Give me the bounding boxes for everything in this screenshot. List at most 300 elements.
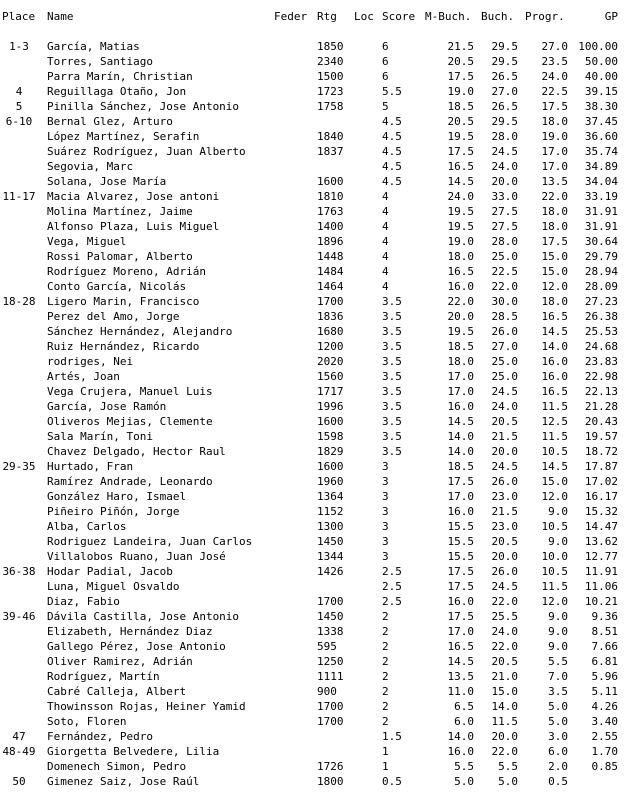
cell-score: 4.5 <box>382 160 402 173</box>
cell-score: 4 <box>382 220 389 233</box>
cell-name: López Martínez, Serafin <box>47 130 200 143</box>
cell-progr: 27.0 <box>541 40 568 53</box>
cell-buch: 20.5 <box>491 535 518 548</box>
table-row <box>0 534 628 549</box>
cell-score: 2 <box>382 640 389 653</box>
cell-mbuch: 20.5 <box>447 55 474 68</box>
cell-progr: 15.0 <box>541 475 568 488</box>
cell-score: 2 <box>382 715 389 728</box>
cell-buch: 21.5 <box>491 430 518 443</box>
header-progr: Progr. <box>525 10 565 23</box>
cell-buch: 24.5 <box>491 580 518 593</box>
cell-name: Artés, Joan <box>47 370 120 383</box>
cell-name: Reguillaga Otaño, Jon <box>47 85 187 98</box>
cell-score: 3 <box>382 460 389 473</box>
cell-mbuch: 18.0 <box>447 355 474 368</box>
cell-name: Bernal Glez, Arturo <box>47 115 173 128</box>
cell-rtg: 1484 <box>317 265 344 278</box>
cell-rtg: 1726 <box>317 760 344 773</box>
cell-progr: 2.0 <box>548 760 568 773</box>
table-row <box>0 324 628 339</box>
cell-buch: 25.0 <box>491 370 518 383</box>
cell-name: Ramírez Andrade, Leonardo <box>47 475 213 488</box>
cell-buch: 29.5 <box>491 55 518 68</box>
cell-name: Rodríguez, Martín <box>47 670 160 683</box>
cell-buch: 27.5 <box>491 205 518 218</box>
cell-score: 3 <box>382 490 389 503</box>
cell-rtg: 595 <box>317 640 337 653</box>
cell-gp: 22.13 <box>584 385 618 398</box>
cell-gp: 21.28 <box>584 400 618 413</box>
cell-buch: 20.0 <box>491 445 518 458</box>
cell-score: 4 <box>382 190 389 203</box>
table-row <box>0 759 628 774</box>
cell-score: 2.5 <box>382 565 402 578</box>
table-row <box>0 204 628 219</box>
cell-score: 1.5 <box>382 730 402 743</box>
cell-score: 4.5 <box>382 175 402 188</box>
cell-progr: 10.5 <box>541 565 568 578</box>
table-row <box>0 564 628 579</box>
table-row <box>0 369 628 384</box>
header-rtg: Rtg <box>317 10 337 23</box>
cell-mbuch: 19.5 <box>447 205 474 218</box>
cell-gp: 40.00 <box>584 70 618 83</box>
cell-progr: 14.5 <box>541 460 568 473</box>
cell-gp: 3.40 <box>591 715 618 728</box>
cell-progr: 3.5 <box>548 685 568 698</box>
cell-score: 4 <box>382 265 389 278</box>
cell-progr: 15.0 <box>541 250 568 263</box>
cell-gp: 34.04 <box>584 175 618 188</box>
cell-buch: 26.0 <box>491 565 518 578</box>
cell-progr: 5.5 <box>548 655 568 668</box>
cell-mbuch: 18.5 <box>447 100 474 113</box>
cell-buch: 25.0 <box>491 250 518 263</box>
cell-buch: 24.5 <box>491 460 518 473</box>
cell-rtg: 1560 <box>317 370 344 383</box>
cell-rtg: 1600 <box>317 415 344 428</box>
cell-buch: 27.0 <box>491 85 518 98</box>
cell-progr: 17.5 <box>541 235 568 248</box>
cell-score: 4 <box>382 250 389 263</box>
cell-score: 3.5 <box>382 355 402 368</box>
cell-score: 3.5 <box>382 400 402 413</box>
cell-rtg: 900 <box>317 685 337 698</box>
cell-progr: 11.5 <box>541 430 568 443</box>
cell-progr: 18.0 <box>541 205 568 218</box>
cell-rtg: 1800 <box>317 775 344 788</box>
cell-place: 29-35 <box>2 460 36 473</box>
cell-mbuch: 19.0 <box>447 85 474 98</box>
table-row <box>0 159 628 174</box>
cell-progr: 18.0 <box>541 220 568 233</box>
cell-buch: 26.0 <box>491 325 518 338</box>
cell-rtg: 1680 <box>317 325 344 338</box>
cell-buch: 23.0 <box>491 490 518 503</box>
cell-gp: 0.85 <box>591 760 618 773</box>
cell-name: Ruiz Hernández, Ricardo <box>47 340 200 353</box>
table-row <box>0 609 628 624</box>
cell-gp: 35.74 <box>584 145 618 158</box>
cell-name: Elizabeth, Hernández Diaz <box>47 625 213 638</box>
cell-buch: 24.0 <box>491 160 518 173</box>
table-row <box>0 189 628 204</box>
cell-mbuch: 16.5 <box>447 265 474 278</box>
cell-progr: 7.0 <box>548 670 568 683</box>
cell-buch: 30.0 <box>491 295 518 308</box>
cell-mbuch: 18.5 <box>447 460 474 473</box>
header-gp: GP <box>604 10 618 23</box>
cell-progr: 23.5 <box>541 55 568 68</box>
cell-score: 2.5 <box>382 580 402 593</box>
table-row <box>0 129 628 144</box>
cell-name: Ligero Marin, Francisco <box>47 295 200 308</box>
cell-score: 2 <box>382 685 389 698</box>
cell-score: 3 <box>382 475 389 488</box>
table-row <box>0 729 628 744</box>
cell-gp: 28.09 <box>584 280 618 293</box>
cell-progr: 16.5 <box>541 385 568 398</box>
cell-buch: 22.5 <box>491 265 518 278</box>
cell-mbuch: 15.5 <box>447 520 474 533</box>
table-row <box>0 354 628 369</box>
cell-rtg: 1426 <box>317 565 344 578</box>
cell-score: 1 <box>382 760 389 773</box>
cell-name: Segovia, Marc <box>47 160 134 173</box>
cell-progr: 12.5 <box>541 415 568 428</box>
cell-gp: 11.06 <box>584 580 618 593</box>
table-row <box>0 39 628 54</box>
cell-rtg: 1763 <box>317 205 344 218</box>
cell-name: Conto García, Nicolás <box>47 280 187 293</box>
cell-rtg: 1829 <box>317 445 344 458</box>
cell-score: 6 <box>382 55 389 68</box>
cell-progr: 9.0 <box>548 625 568 638</box>
cell-gp: 5.11 <box>591 685 618 698</box>
cell-mbuch: 18.5 <box>447 340 474 353</box>
cell-buch: 28.5 <box>491 310 518 323</box>
cell-name: Alba, Carlos <box>47 520 127 533</box>
cell-gp: 23.83 <box>584 355 618 368</box>
cell-mbuch: 19.0 <box>447 235 474 248</box>
cell-buch: 5.5 <box>498 760 518 773</box>
cell-score: 3.5 <box>382 370 402 383</box>
table-row <box>0 669 628 684</box>
cell-rtg: 1338 <box>317 625 344 638</box>
cell-buch: 23.0 <box>491 520 518 533</box>
cell-place: 48-49 <box>2 745 36 758</box>
cell-progr: 16.5 <box>541 310 568 323</box>
cell-rtg: 1700 <box>317 700 344 713</box>
cell-progr: 12.0 <box>541 595 568 608</box>
table-row <box>0 699 628 714</box>
cell-rtg: 1837 <box>317 145 344 158</box>
cell-place: 39-46 <box>2 610 36 623</box>
cell-score: 5 <box>382 100 389 113</box>
cell-rtg: 1717 <box>317 385 344 398</box>
cell-gp: 20.43 <box>584 415 618 428</box>
table-row <box>0 444 628 459</box>
cell-gp: 11.91 <box>584 565 618 578</box>
cell-gp: 15.32 <box>584 505 618 518</box>
cell-place: 4 <box>15 85 23 98</box>
cell-name: Chavez Delgado, Hector Raul <box>47 445 226 458</box>
cell-progr: 10.5 <box>541 445 568 458</box>
table-row <box>0 519 628 534</box>
cell-name: rodriges, Nei <box>47 355 134 368</box>
cell-rtg: 1448 <box>317 250 344 263</box>
cell-mbuch: 5.5 <box>454 760 474 773</box>
cell-buch: 28.0 <box>491 130 518 143</box>
cell-rtg: 1152 <box>317 505 344 518</box>
cell-progr: 18.0 <box>541 115 568 128</box>
cell-mbuch: 6.5 <box>454 700 474 713</box>
cell-buch: 21.5 <box>491 505 518 518</box>
cell-score: 4 <box>382 280 389 293</box>
cell-score: 3 <box>382 550 389 563</box>
cell-name: Piñeiro Piñón, Jorge <box>47 505 180 518</box>
cell-name: Alfonso Plaza, Luis Miguel <box>47 220 220 233</box>
cell-gp: 100.00 <box>578 40 618 53</box>
cell-mbuch: 24.0 <box>447 190 474 203</box>
cell-buch: 22.0 <box>491 595 518 608</box>
cell-progr: 12.0 <box>541 280 568 293</box>
cell-rtg: 1896 <box>317 235 344 248</box>
cell-gp: 4.26 <box>591 700 618 713</box>
cell-mbuch: 16.5 <box>447 640 474 653</box>
cell-progr: 14.5 <box>541 325 568 338</box>
cell-buch: 22.0 <box>491 640 518 653</box>
cell-score: 4.5 <box>382 130 402 143</box>
cell-mbuch: 17.0 <box>447 370 474 383</box>
cell-gp: 25.53 <box>584 325 618 338</box>
cell-score: 3.5 <box>382 385 402 398</box>
cell-gp: 50.00 <box>584 55 618 68</box>
cell-place: 5 <box>15 100 23 113</box>
cell-progr: 9.0 <box>548 640 568 653</box>
cell-mbuch: 17.5 <box>447 70 474 83</box>
cell-progr: 12.0 <box>541 490 568 503</box>
cell-mbuch: 16.5 <box>447 160 474 173</box>
cell-gp: 36.60 <box>584 130 618 143</box>
cell-progr: 17.0 <box>541 145 568 158</box>
cell-name: Oliver Ramirez, Adrián <box>47 655 193 668</box>
cell-gp: 24.68 <box>584 340 618 353</box>
cell-score: 3 <box>382 520 389 533</box>
cell-name: García, Jose Ramón <box>47 400 167 413</box>
cell-rtg: 1111 <box>317 670 344 683</box>
table-row <box>0 579 628 594</box>
table-row <box>0 249 628 264</box>
cell-mbuch: 17.0 <box>447 625 474 638</box>
table-row <box>0 294 628 309</box>
cell-name: Dávila Castilla, Jose Antonio <box>47 610 240 623</box>
cell-name: Villalobos Ruano, Juan José <box>47 550 226 563</box>
cell-mbuch: 14.0 <box>447 430 474 443</box>
cell-progr: 16.0 <box>541 370 568 383</box>
cell-rtg: 1836 <box>317 310 344 323</box>
cell-rtg: 1598 <box>317 430 344 443</box>
cell-gp: 39.15 <box>584 85 618 98</box>
cell-mbuch: 17.0 <box>447 490 474 503</box>
cell-name: Torres, Santiago <box>47 55 153 68</box>
cell-name: Soto, Floren <box>47 715 127 728</box>
cell-mbuch: 17.5 <box>447 475 474 488</box>
cell-score: 4.5 <box>382 115 402 128</box>
header-m-buch: M-Buch. <box>425 10 472 23</box>
cell-mbuch: 19.5 <box>447 325 474 338</box>
cell-buch: 26.0 <box>491 475 518 488</box>
cell-gp: 37.45 <box>584 115 618 128</box>
table-row <box>0 429 628 444</box>
cell-progr: 9.0 <box>548 610 568 623</box>
cell-progr: 13.5 <box>541 175 568 188</box>
cell-mbuch: 17.0 <box>447 385 474 398</box>
cell-gp: 34.89 <box>584 160 618 173</box>
cell-buch: 24.0 <box>491 400 518 413</box>
cell-rtg: 1850 <box>317 40 344 53</box>
cell-progr: 19.0 <box>541 130 568 143</box>
header-buch: Buch. <box>481 10 515 23</box>
cell-gp: 33.19 <box>584 190 618 203</box>
cell-name: Luna, Miguel Osvaldo <box>47 580 180 593</box>
cell-gp: 19.57 <box>584 430 618 443</box>
cell-gp: 22.98 <box>584 370 618 383</box>
cell-buch: 27.0 <box>491 340 518 353</box>
cell-score: 4 <box>382 205 389 218</box>
table-row <box>0 384 628 399</box>
cell-score: 2 <box>382 655 389 668</box>
cell-place: 6-10 <box>5 115 33 128</box>
table-row <box>0 399 628 414</box>
cell-rtg: 1758 <box>317 100 344 113</box>
cell-mbuch: 14.5 <box>447 175 474 188</box>
cell-progr: 11.5 <box>541 400 568 413</box>
cell-mbuch: 14.0 <box>447 445 474 458</box>
cell-buch: 14.0 <box>491 700 518 713</box>
cell-mbuch: 11.0 <box>447 685 474 698</box>
cell-buch: 24.5 <box>491 385 518 398</box>
cell-mbuch: 22.0 <box>447 295 474 308</box>
cell-progr: 18.0 <box>541 295 568 308</box>
cell-score: 2 <box>382 700 389 713</box>
cell-progr: 24.0 <box>541 70 568 83</box>
cell-progr: 22.5 <box>541 85 568 98</box>
cell-rtg: 2340 <box>317 55 344 68</box>
cell-name: Oliveros Mejias, Clemente <box>47 415 213 428</box>
cell-name: Gallego Pérez, Jose Antonio <box>47 640 226 653</box>
cell-mbuch: 14.5 <box>447 415 474 428</box>
table-row <box>0 639 628 654</box>
cell-rtg: 1700 <box>317 715 344 728</box>
cell-name: Domenech Simon, Pedro <box>47 760 187 773</box>
cell-gp: 16.17 <box>584 490 618 503</box>
cell-gp: 28.94 <box>584 265 618 278</box>
cell-score: 3.5 <box>382 445 402 458</box>
cell-rtg: 1810 <box>317 190 344 203</box>
table-row <box>0 84 628 99</box>
cell-buch: 26.5 <box>491 70 518 83</box>
table-row <box>0 279 628 294</box>
cell-rtg: 1840 <box>317 130 344 143</box>
cell-mbuch: 17.5 <box>447 145 474 158</box>
cell-score: 0.5 <box>382 775 402 788</box>
cell-progr: 17.0 <box>541 160 568 173</box>
cell-score: 2 <box>382 670 389 683</box>
table-row <box>0 114 628 129</box>
cell-rtg: 1300 <box>317 520 344 533</box>
cell-score: 5.5 <box>382 85 402 98</box>
cell-buch: 24.0 <box>491 625 518 638</box>
table-row <box>0 69 628 84</box>
cell-buch: 20.5 <box>491 655 518 668</box>
cell-rtg: 1996 <box>317 400 344 413</box>
cell-score: 3 <box>382 535 389 548</box>
cell-mbuch: 17.5 <box>447 610 474 623</box>
header-score: Score <box>382 10 416 23</box>
cell-gp: 8.51 <box>591 625 618 638</box>
cell-score: 3 <box>382 505 389 518</box>
cell-gp: 17.02 <box>584 475 618 488</box>
table-row <box>0 99 628 114</box>
cell-place: 18-28 <box>2 295 36 308</box>
cell-buch: 20.0 <box>491 175 518 188</box>
cell-gp: 30.64 <box>584 235 618 248</box>
cell-rtg: 1364 <box>317 490 344 503</box>
cell-name: Sala Marín, Toni <box>47 430 153 443</box>
cell-rtg: 1344 <box>317 550 344 563</box>
table-row <box>0 684 628 699</box>
cell-score: 4 <box>382 235 389 248</box>
cell-name: Cabré Calleja, Albert <box>47 685 187 698</box>
cell-buch: 27.5 <box>491 220 518 233</box>
cell-score: 3.5 <box>382 430 402 443</box>
cell-place: 36-38 <box>2 565 36 578</box>
cell-mbuch: 15.5 <box>447 535 474 548</box>
cell-mbuch: 14.0 <box>447 730 474 743</box>
cell-name: Rodríguez Moreno, Adrián <box>47 265 206 278</box>
cell-gp: 31.91 <box>584 220 618 233</box>
cell-buch: 29.5 <box>491 115 518 128</box>
table-row <box>0 504 628 519</box>
cell-mbuch: 19.5 <box>447 130 474 143</box>
table-row <box>0 414 628 429</box>
cell-rtg: 1600 <box>317 460 344 473</box>
cell-mbuch: 15.5 <box>447 550 474 563</box>
cell-progr: 17.5 <box>541 100 568 113</box>
table-row <box>0 54 628 69</box>
cell-name: Thowinsson Rojas, Heiner Yamid <box>47 700 246 713</box>
cell-name: Gimenez Saiz, Jose Raúl <box>47 775 200 788</box>
header-loc: Loc <box>354 10 374 23</box>
cell-buch: 24.5 <box>491 145 518 158</box>
table-row <box>0 264 628 279</box>
cell-gp: 26.38 <box>584 310 618 323</box>
cell-name: Parra Marín, Christian <box>47 70 193 83</box>
cell-gp: 29.79 <box>584 250 618 263</box>
cell-rtg: 1250 <box>317 655 344 668</box>
cell-rtg: 1400 <box>317 220 344 233</box>
cell-gp: 17.87 <box>584 460 618 473</box>
cell-buch: 20.0 <box>491 550 518 563</box>
header-name: Name <box>47 10 74 23</box>
header-place: Place <box>2 10 36 23</box>
cell-progr: 14.0 <box>541 340 568 353</box>
cell-buch: 22.0 <box>491 280 518 293</box>
cell-score: 1 <box>382 745 389 758</box>
cell-mbuch: 16.0 <box>447 505 474 518</box>
